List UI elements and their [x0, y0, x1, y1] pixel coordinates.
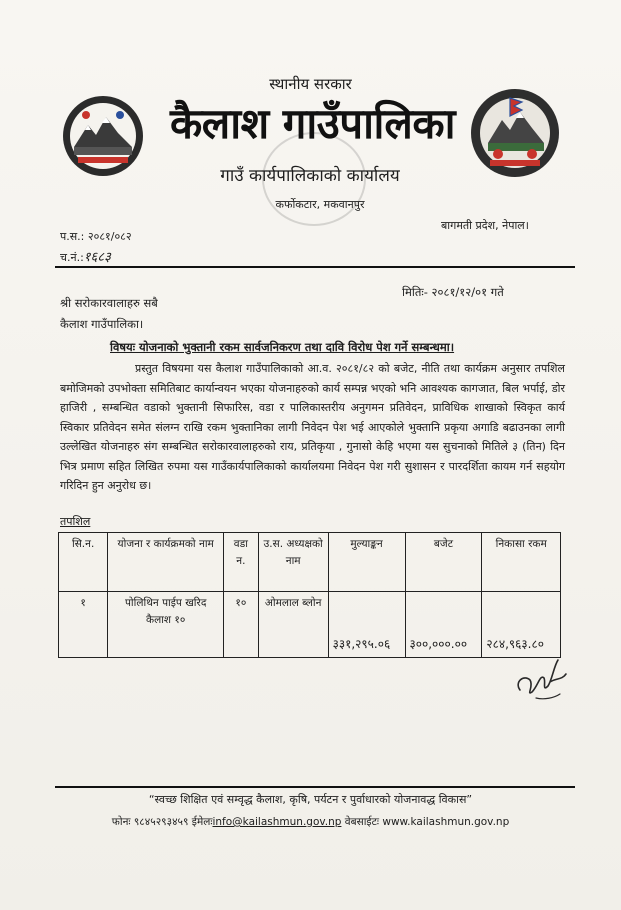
footer-contact	[0, 815, 621, 829]
letter-subject: विषयः योजनाको भुक्तानी रकम सार्वजनिकरण तथा दावि विरोध पेश गर्ने सम्बन्धमा।	[110, 340, 455, 354]
municipality-logo-left	[62, 95, 144, 177]
dispatch-label: च.नं.:	[60, 251, 84, 264]
recipient-line-2: कैलाश गाउँपालिका।	[60, 317, 144, 331]
footer-email-label: ईमेलः	[191, 816, 213, 828]
schedule-table	[58, 532, 561, 658]
table-row	[59, 592, 561, 658]
recipient-line-1: श्री सरोकारवालाहरु सबै	[60, 296, 158, 310]
letter-body	[60, 359, 565, 496]
cell-chairperson: ओमलाल ब्लोन	[258, 592, 328, 658]
footer-email-link[interactable]: info@kailashmun.gov.np	[212, 816, 342, 828]
dispatch-number	[60, 247, 111, 265]
header-chairperson: उ.स. अध्यक्षको नाम	[258, 533, 328, 592]
footer-website-label: वेबसाईटः	[344, 816, 380, 828]
mountain-emblem-icon	[62, 95, 144, 177]
footer-phone: फोनः ९८४५२९३४५९	[111, 816, 189, 828]
dispatch-value: १६८३	[83, 250, 111, 265]
footer-website-link[interactable]: www.kailashmun.gov.np	[382, 816, 510, 828]
header-divider	[55, 266, 575, 268]
office-name: गाउँ कार्यपालिकाको कार्यालय	[220, 166, 400, 186]
footer-divider	[55, 786, 575, 788]
cell-evaluation: ३३१,२९५.०६	[328, 592, 405, 658]
schedule-label: तपशिल	[60, 515, 91, 528]
header-project-name: योजना र कार्यक्रमको नाम	[108, 533, 224, 592]
cell-serial: १	[59, 592, 108, 658]
letter-body-text: प्रस्तुत विषयमा यस कैलाश गाउँपालिकाको आ.व. २०८१/८२ को बजेट, नीति तथा कार्यक्रम अनुसार तपशिल बमोजिमको उपभोक्ता समितिबाट कार्यान्वयन भएका योजनाहरुको कार्य सम्पन्न भएको भनि आवश्यक कागजात, बिल भर्पाई, डोर हाजिरी , सम्बन्धित वडाको भुक्तानी सिफारिस, वडा र पालिकास्तरीय अनुगमन प्रतिवेदन, प्राविधिक शाखाको स्विकृत कार्य स्विकार प्रतिवेदन समेत संलग्न राखि रकम भुक्तानिका लागी निवेदन पेश भई आएकोले भुक्तानि प्रकृया अगाडि बढाउनका लागी उल्लेखित योजनाहरु संग सम्बन्धित सरोकारवालाहरुको राय, प्रतिकृया , गुनासो केहि भएमा यस सुचनाको मितिले ३ (तिन) दिन भित्र प्रमाण सहित लिखित रुपमा यस गाउँकार्यपालिकाको कार्यालयमा निवेदन पेश गरी सुशासन र पारदर्शिता कायम गर्न सहयोग गरिदिन हुन अनुरोध छ।	[60, 362, 565, 492]
header-ward: वडा न.	[224, 533, 259, 592]
nepal-coat-of-arms	[470, 88, 560, 178]
cell-project-name: पोलिथिन पाईप खरिद कैलाश १०	[108, 592, 224, 658]
cell-ward: १०	[224, 592, 259, 658]
table-header-row	[59, 533, 561, 592]
coat-of-arms-icon	[470, 88, 560, 178]
header-released-amount: निकासा रकम	[482, 533, 561, 592]
cell-budget: ३००,०००.००	[405, 592, 482, 658]
province-label: बागमती प्रदेश, नेपाल।	[441, 219, 529, 232]
header-serial: सि.न.	[59, 533, 108, 592]
header-evaluation: मुल्याङ्कन	[328, 533, 405, 592]
municipality-title: कैलाश गाउँपालिका	[169, 99, 456, 148]
office-address: कर्फोकटार, मकवानपुर	[275, 198, 365, 211]
footer-slogan: “स्वच्छ शिक्षित एवं सम्वृद्ध कैलाश, कृषि, पर्यटन र पुर्वाधारको योजनावद्ध विकास”	[148, 793, 473, 806]
letter-date: मितिः- २०८१/१२/०१ गते	[402, 285, 504, 299]
cell-released-amount: २८४,९६३.८०	[482, 592, 561, 658]
local-government-label: स्थानीय सरकार	[269, 75, 352, 93]
fiscal-year-ref: प.स.: २०८१/०८२	[60, 230, 132, 243]
header-budget: बजेट	[405, 533, 482, 592]
handwritten-signature	[510, 652, 570, 707]
